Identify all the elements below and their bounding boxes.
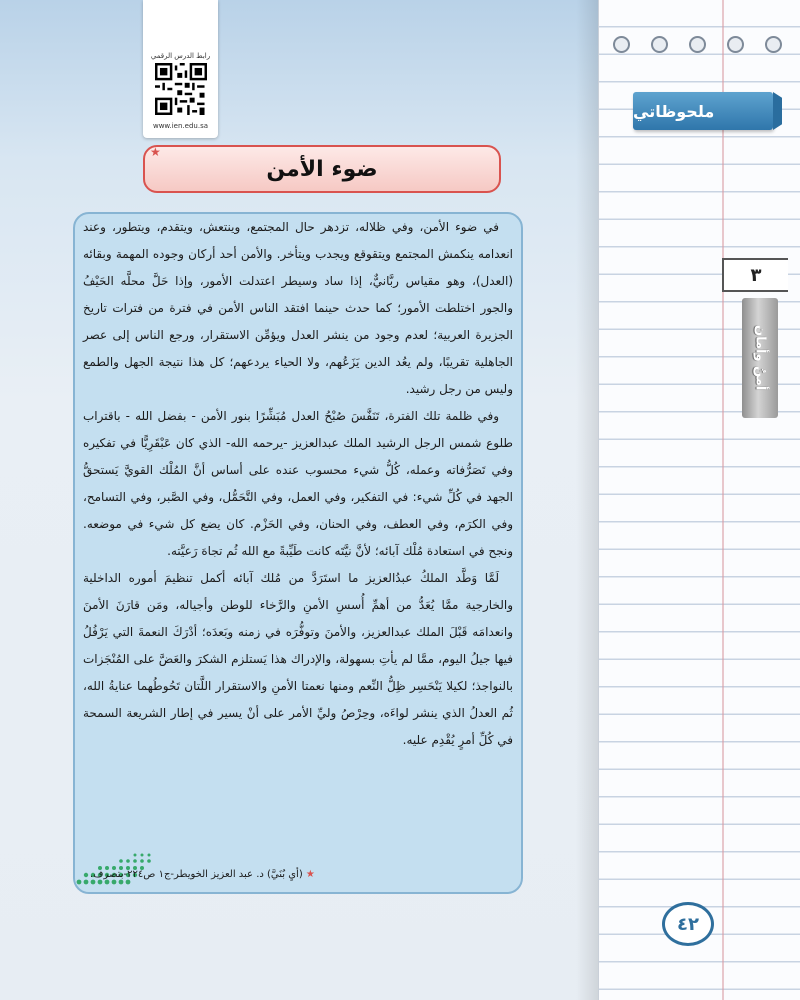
paragraph: في ضوء الأمن، وفي ظلاله، تزدهر حال المجتمع، وينتعش، ويتقدم، ويتطور، وعند انعدامه ينكمش المجتمع ويتقوقع ويجدب ويتأخر. والأمن أحد أركان وجوده المهمة وبقائه (العدل)، وهو مقياس ربَّانيٌّ، إذا ساد وسيطر اعتدلت الأمور، وإذا حَلَّ محلَّه الحَيْفُ والجور اختلطت الأمور؛ كما حدث حينما افتقد الناس الأمن في فترة من فترات تاريخ الجزيرة العربية؛ لعدم وجود من ينشر العدل ويؤمِّن الاستقرار، ورجع الناس إلى عصر الجاهلية تقريبًا، ولم يعُد الدين يَزَعُهم، ولا الحياء يردعهم؛ كل هذا نتيجة الجهل والطمع وليس من رجل رشيد.	[83, 220, 513, 396]
qr-url[interactable]: www.ien.edu.sa	[152, 122, 209, 130]
notes-label	[633, 92, 773, 130]
unit-number: ٣	[750, 264, 762, 286]
qr-code-icon[interactable]	[155, 63, 207, 115]
unit-tab-label: أمنُ وأمان	[752, 325, 768, 391]
notebook-margin-line	[722, 0, 724, 1000]
star-icon: ★	[305, 869, 315, 880]
unit-side-tab	[742, 298, 778, 418]
notes-label-text: ملحوظاتي	[633, 101, 715, 121]
lesson-title-banner	[143, 145, 501, 193]
lesson-title: ضوء الأمن	[266, 156, 378, 182]
star-icon: ★	[150, 145, 161, 159]
page-number	[662, 902, 714, 946]
lesson-body	[83, 214, 513, 754]
footnote	[90, 869, 430, 880]
notes-notebook	[598, 0, 800, 1000]
binder-ring	[689, 36, 706, 53]
paragraph: وفي ظلمة تلك الفترة، تَنَفَّسَ صُبْحُ العدل مُبَشِّرًا بنور الأمن - بفضل الله - باقتراب طلوع شمس الرجل الرشيد الملك عبدالعزيز -يرحمه الله- الذي كان عَبْقَرِيًّا في تفكيره وفي تَصَرُّفاته وعمله، كُلُّ شيء محسوب عنده على أساس أنَّ المُلْك القويَّ يَستحقُّ الجهد في كُلِّ شيء: في التفكير، وفي العمل، وفي التَّحَمُّل، وفي الصَّبر، وفي التسامح، وفي الكرَم، وفي العطف، وفي الحنان، وفي الحَزْم. كان يضع كل شيء في موضعه. ونجح في استعادة مُلْك آبائه؛ لأنَّ نيَّتَه كانت طَيِّبةً مع الله ثُم تجاهَ رَعيَّته.	[83, 409, 513, 558]
binder-ring	[765, 36, 782, 53]
qr-card[interactable]	[143, 0, 218, 138]
binder-ring	[727, 36, 744, 53]
unit-number-box	[722, 258, 788, 292]
qr-title: رابط الدرس الرقمي	[150, 52, 211, 60]
footnote-text: (أيِ بُنَيَّ) د. عبد العزيز الخويطر-ج١ ص٢٢٤-بتصرف.	[90, 869, 303, 880]
paragraph: لَمَّا وَطَّد الملكُ عبدُالعزيز ما استَرَدَّ من مُلك آبائه أكمل تنظيمَ أموره الداخلية والخارجية ممَّا يُعَدُّ من أهمِّ أُسسِ الأمنِ والرَّخاء للوطن وأجياله، ومَن قارَنَ الأمنَ وانعدامَه قَبْلَ الملك عبدالعزيز، والأمنَ وتوفُّرَه في زمنه وبَعدَه؛ أدْرَكَ النعمةَ التي يَرْفُلُ فيها جيلُ اليوم، ممَّا لم يأتِ بسهولة، والإدراك هذا يَستلزم الشكرَ والعَضَّ على المُنْجَزات بالنواجذ؛ لكيلا يَنْحَسِر ظِلُّ النِّعم ومنها نعمتا الأمنِ والاستقرار اللَّتان تَحُوطُهما عنايةُ الله، ثُم العدلُ الذي ينشر لواءَه، وحِرْصُ وليِّ الأمر على أنْ يسير في إطار الشريعة السمحة في كُلِّ أمرٍ يُقْدِم عليه.	[83, 571, 513, 747]
binder-ring	[613, 36, 630, 53]
binder-ring	[651, 36, 668, 53]
page-number-text: ٤٢	[677, 913, 699, 935]
